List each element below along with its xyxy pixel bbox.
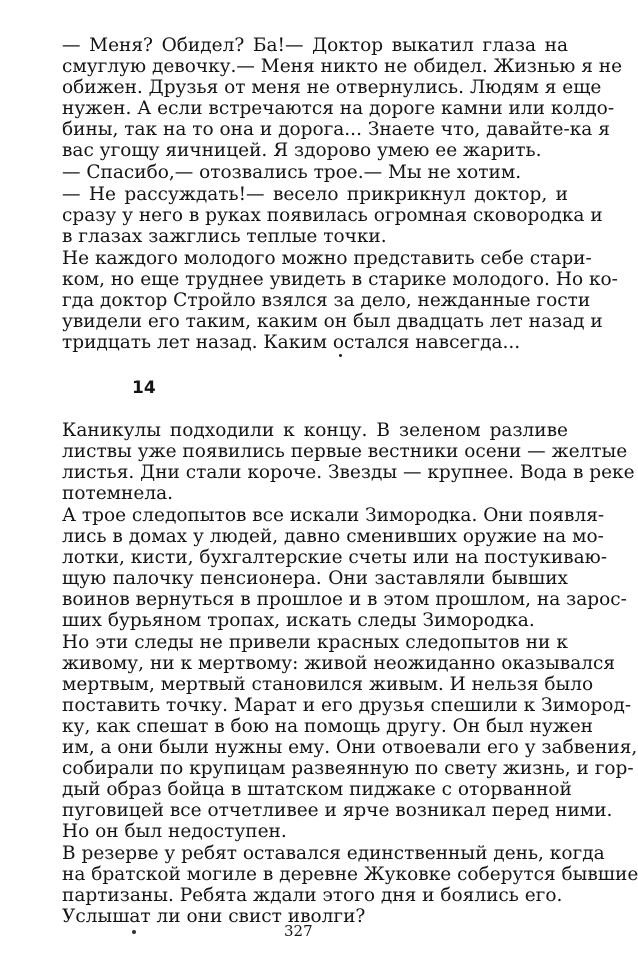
text-line: дый образ бойца в штатском пиджаке с оторванной (62, 779, 572, 800)
text-line: тридцать лет назад. Каким остался навсегда... (62, 332, 521, 353)
text-line: В резерве у ребят оставался единственный день, когда (62, 843, 605, 864)
text-line: лотки, кисти, бухгалтерские счеты или на постукиваю- (62, 547, 607, 568)
text-line: обижен. Друзья от меня не отвернулись. Людям я еще (62, 77, 602, 98)
text-line: — Не рассуждать!— весело прикрикнул доктор, и (62, 184, 568, 205)
text-line: вас угощу яичницей. Я здорово умею ее жарить. (62, 140, 542, 161)
text-line: лись в домах у людей, давно сменивших оружие на мо- (62, 526, 604, 547)
text-line: мертвым, мертвый становился живым. И нельзя было (62, 674, 594, 695)
text-line: собирали по крупицам развеянную по свету жизнь, и гор- (62, 758, 634, 779)
text-line: потемнела. (62, 483, 173, 504)
text-line: бины, так на то она и дорога... Знаете что, давайте-ка я (62, 119, 610, 140)
text-line: листья. Дни стали короче. Звезды — крупнее. Вода в реке (62, 462, 635, 483)
text-line: щую палочку пенсионера. Они заставляли бывших (62, 568, 568, 589)
text-line: поставить точку. Марат и его друзья спешили к Зимород- (62, 695, 632, 716)
text-line: ку, как спешат в бою на помощь другу. Он был нужен (62, 716, 594, 737)
scene-break-dot (339, 354, 342, 357)
text-line: гда доктор Стройло взялся за дело, нежданные гости (62, 290, 591, 311)
text-line: в глазах зажглись теплые точки. (62, 226, 387, 247)
text-line: Но он был недоступен. (62, 821, 287, 842)
text-line: на братской могиле в деревне Жуковке соберутся бывшие (62, 864, 638, 885)
text-line: ком, но еще труднее увидеть в старике молодого. Но ко- (62, 269, 618, 290)
text-line: Услышат ли они свист иволги? (62, 906, 366, 927)
page-number: 327 (284, 922, 313, 940)
text-line: листвы уже появились первые вестники осени — желтые (62, 441, 628, 462)
text-line: — Меня? Обидел? Ба!— Доктор выкатил глаза на (62, 35, 568, 56)
text-line: Но эти следы не привели красных следопытов ни к (62, 632, 568, 653)
footer-mark (132, 930, 136, 934)
text-line: пуговицей все отчетливее и ярче возникал перед ними. (62, 800, 613, 821)
text-line: Не каждого молодого можно представить себе стари- (62, 248, 592, 269)
text-line: А трое следопытов все искали Зимородка. Они появля- (62, 505, 605, 526)
text-line: нужен. А если встречаются на дороге камни или колдо- (62, 98, 615, 119)
text-line: сразу у него в руках появилась огромная сковородка и (62, 205, 603, 226)
text-line: смуглую девочку.— Меня никто не обидел. Жизнью я не (62, 56, 623, 77)
chapter-number: 14 (132, 378, 156, 398)
text-line: увидели его таким, каким он был двадцать лет назад и (62, 311, 603, 332)
text-line: ших бурьяном тропах, искать следы Зимородка. (62, 610, 535, 631)
text-line: Каникулы подходили к концу. В зеленом разливе (62, 420, 568, 441)
text-line: живому, ни к мертвому: живой неожиданно оказывался (62, 653, 616, 674)
text-line: партизаны. Ребята ждали этого дня и боялись его. (62, 885, 563, 906)
text-line: — Спасибо,— отозвались трое.— Мы не хотим. (62, 162, 522, 183)
text-line: им, а они были нужны ему. Они отвоевали его у забвения, (62, 737, 638, 758)
text-line: воинов вернуться в прошлое и в этом прошлом, на зарос- (62, 589, 627, 610)
